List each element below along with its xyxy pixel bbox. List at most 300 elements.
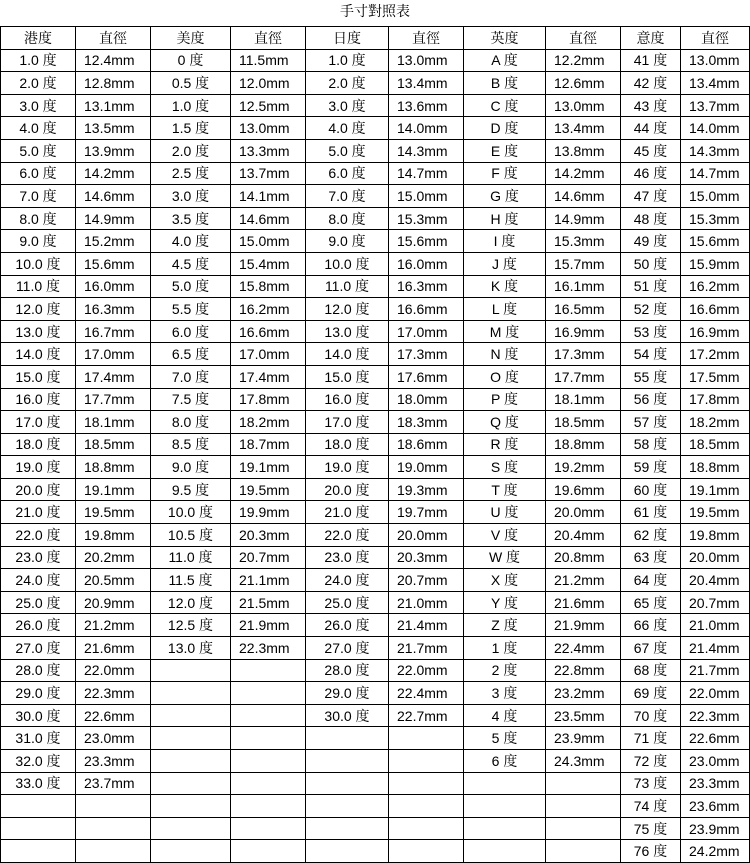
header-hk-size: 港度 xyxy=(1,27,76,50)
it-size-cell: 63 度 xyxy=(621,546,681,569)
hk-size-cell: 20.0 度 xyxy=(1,478,76,501)
table-row xyxy=(1,275,750,298)
hk-diameter-cell: 12.4mm xyxy=(76,49,151,72)
us-size-cell: 3.5 度 xyxy=(151,207,231,230)
uk-size-cell: O 度 xyxy=(464,365,546,388)
it-size-cell: 43 度 xyxy=(621,94,681,117)
table-row xyxy=(1,817,750,840)
uk-diameter-cell: 19.6mm xyxy=(546,478,621,501)
uk-diameter-cell: 16.9mm xyxy=(546,320,621,343)
jp-size-cell: 17.0 度 xyxy=(306,411,389,434)
hk-diameter-cell: 13.5mm xyxy=(76,117,151,140)
table-row xyxy=(1,162,750,185)
us-diameter-cell: 13.0mm xyxy=(231,117,306,140)
uk-size-cell: W 度 xyxy=(464,546,546,569)
us-diameter-cell xyxy=(231,772,306,795)
jp-diameter-cell xyxy=(389,750,464,773)
jp-size-cell: 19.0 度 xyxy=(306,456,389,479)
hk-diameter-cell: 23.3mm xyxy=(76,750,151,773)
hk-diameter-cell: 18.5mm xyxy=(76,433,151,456)
uk-size-cell: F 度 xyxy=(464,162,546,185)
jp-size-cell: 16.0 度 xyxy=(306,388,389,411)
hk-size-cell: 16.0 度 xyxy=(1,388,76,411)
jp-size-cell xyxy=(306,727,389,750)
table-row xyxy=(1,591,750,614)
uk-diameter-cell xyxy=(546,772,621,795)
us-size-cell: 6.0 度 xyxy=(151,320,231,343)
it-diameter-cell: 14.0mm xyxy=(681,117,750,140)
table-row xyxy=(1,682,750,705)
header-jp-diameter: 直徑 xyxy=(389,27,464,50)
us-diameter-cell: 17.4mm xyxy=(231,365,306,388)
it-diameter-cell: 21.4mm xyxy=(681,637,750,660)
jp-diameter-cell: 16.0mm xyxy=(389,252,464,275)
us-diameter-cell: 12.0mm xyxy=(231,72,306,95)
jp-size-cell: 26.0 度 xyxy=(306,614,389,637)
it-size-cell: 46 度 xyxy=(621,162,681,185)
us-diameter-cell xyxy=(231,727,306,750)
jp-diameter-cell xyxy=(389,795,464,818)
it-diameter-cell: 17.5mm xyxy=(681,365,750,388)
jp-size-cell: 23.0 度 xyxy=(306,546,389,569)
us-diameter-cell: 15.4mm xyxy=(231,252,306,275)
us-diameter-cell: 15.8mm xyxy=(231,275,306,298)
us-diameter-cell: 21.5mm xyxy=(231,591,306,614)
uk-size-cell: N 度 xyxy=(464,343,546,366)
us-size-cell: 2.0 度 xyxy=(151,139,231,162)
uk-size-cell: G 度 xyxy=(464,185,546,208)
table-row xyxy=(1,750,750,773)
uk-size-cell: R 度 xyxy=(464,433,546,456)
jp-size-cell: 9.0 度 xyxy=(306,230,389,253)
uk-diameter-cell: 21.9mm xyxy=(546,614,621,637)
it-diameter-cell: 18.8mm xyxy=(681,456,750,479)
jp-size-cell: 11.0 度 xyxy=(306,275,389,298)
it-size-cell: 41 度 xyxy=(621,49,681,72)
table-row xyxy=(1,252,750,275)
hk-diameter-cell: 22.6mm xyxy=(76,704,151,727)
hk-diameter-cell: 21.6mm xyxy=(76,637,151,660)
hk-size-cell: 19.0 度 xyxy=(1,456,76,479)
uk-diameter-cell: 17.3mm xyxy=(546,343,621,366)
table-row xyxy=(1,501,750,524)
hk-size-cell xyxy=(1,840,76,863)
hk-size-cell xyxy=(1,817,76,840)
it-size-cell: 64 度 xyxy=(621,569,681,592)
us-diameter-cell: 19.9mm xyxy=(231,501,306,524)
hk-size-cell: 24.0 度 xyxy=(1,569,76,592)
hk-diameter-cell: 22.0mm xyxy=(76,659,151,682)
it-diameter-cell: 23.9mm xyxy=(681,817,750,840)
jp-diameter-cell: 22.0mm xyxy=(389,659,464,682)
jp-diameter-cell: 15.6mm xyxy=(389,230,464,253)
hk-size-cell: 13.0 度 xyxy=(1,320,76,343)
header-row xyxy=(1,27,750,50)
hk-diameter-cell: 19.8mm xyxy=(76,524,151,547)
uk-size-cell: V 度 xyxy=(464,524,546,547)
uk-diameter-cell: 12.6mm xyxy=(546,72,621,95)
uk-size-cell: Y 度 xyxy=(464,591,546,614)
jp-size-cell: 15.0 度 xyxy=(306,365,389,388)
us-size-cell: 0 度 xyxy=(151,49,231,72)
it-diameter-cell: 13.4mm xyxy=(681,72,750,95)
uk-size-cell: E 度 xyxy=(464,139,546,162)
header-jp-size: 日度 xyxy=(306,27,389,50)
hk-diameter-cell: 20.5mm xyxy=(76,569,151,592)
it-diameter-cell: 23.0mm xyxy=(681,750,750,773)
jp-size-cell: 1.0 度 xyxy=(306,49,389,72)
hk-size-cell: 4.0 度 xyxy=(1,117,76,140)
jp-diameter-cell: 13.4mm xyxy=(389,72,464,95)
it-diameter-cell: 18.2mm xyxy=(681,411,750,434)
it-size-cell: 72 度 xyxy=(621,750,681,773)
header-uk-size: 英度 xyxy=(464,27,546,50)
hk-diameter-cell: 14.9mm xyxy=(76,207,151,230)
it-diameter-cell: 24.2mm xyxy=(681,840,750,863)
us-size-cell: 0.5 度 xyxy=(151,72,231,95)
uk-diameter-cell: 22.8mm xyxy=(546,659,621,682)
hk-size-cell: 32.0 度 xyxy=(1,750,76,773)
jp-size-cell: 12.0 度 xyxy=(306,298,389,321)
hk-diameter-cell: 20.2mm xyxy=(76,546,151,569)
us-size-cell: 2.5 度 xyxy=(151,162,231,185)
hk-diameter-cell: 23.0mm xyxy=(76,727,151,750)
us-diameter-cell: 18.7mm xyxy=(231,433,306,456)
jp-size-cell xyxy=(306,750,389,773)
it-diameter-cell: 20.4mm xyxy=(681,569,750,592)
jp-size-cell: 18.0 度 xyxy=(306,433,389,456)
table-row xyxy=(1,433,750,456)
uk-diameter-cell: 23.2mm xyxy=(546,682,621,705)
hk-diameter-cell: 18.8mm xyxy=(76,456,151,479)
us-size-cell: 1.5 度 xyxy=(151,117,231,140)
jp-diameter-cell: 14.3mm xyxy=(389,139,464,162)
it-size-cell: 70 度 xyxy=(621,704,681,727)
us-diameter-cell: 16.2mm xyxy=(231,298,306,321)
uk-size-cell: L 度 xyxy=(464,298,546,321)
jp-diameter-cell: 20.3mm xyxy=(389,546,464,569)
us-diameter-cell xyxy=(231,817,306,840)
us-size-cell xyxy=(151,682,231,705)
jp-size-cell: 20.0 度 xyxy=(306,478,389,501)
us-size-cell xyxy=(151,659,231,682)
uk-diameter-cell: 14.2mm xyxy=(546,162,621,185)
jp-diameter-cell: 21.4mm xyxy=(389,614,464,637)
jp-size-cell: 7.0 度 xyxy=(306,185,389,208)
jp-diameter-cell: 17.3mm xyxy=(389,343,464,366)
us-diameter-cell: 15.0mm xyxy=(231,230,306,253)
hk-size-cell: 25.0 度 xyxy=(1,591,76,614)
uk-size-cell: S 度 xyxy=(464,456,546,479)
jp-diameter-cell xyxy=(389,772,464,795)
jp-size-cell: 29.0 度 xyxy=(306,682,389,705)
jp-diameter-cell: 13.0mm xyxy=(389,49,464,72)
hk-diameter-cell: 13.1mm xyxy=(76,94,151,117)
table-row xyxy=(1,49,750,72)
uk-size-cell: K 度 xyxy=(464,275,546,298)
table-row xyxy=(1,840,750,863)
table-row xyxy=(1,72,750,95)
table-row xyxy=(1,659,750,682)
it-diameter-cell: 19.1mm xyxy=(681,478,750,501)
uk-diameter-cell: 17.7mm xyxy=(546,365,621,388)
uk-size-cell xyxy=(464,840,546,863)
it-diameter-cell: 19.5mm xyxy=(681,501,750,524)
hk-size-cell: 30.0 度 xyxy=(1,704,76,727)
hk-diameter-cell: 20.9mm xyxy=(76,591,151,614)
hk-diameter-cell: 21.2mm xyxy=(76,614,151,637)
us-size-cell xyxy=(151,840,231,863)
hk-diameter-cell: 15.6mm xyxy=(76,252,151,275)
header-it-diameter: 直徑 xyxy=(681,27,750,50)
hk-diameter-cell: 16.3mm xyxy=(76,298,151,321)
uk-diameter-cell: 19.2mm xyxy=(546,456,621,479)
jp-diameter-cell xyxy=(389,817,464,840)
it-size-cell: 50 度 xyxy=(621,252,681,275)
jp-diameter-cell: 16.6mm xyxy=(389,298,464,321)
hk-size-cell: 2.0 度 xyxy=(1,72,76,95)
it-diameter-cell: 17.8mm xyxy=(681,388,750,411)
uk-size-cell: 3 度 xyxy=(464,682,546,705)
us-size-cell: 12.5 度 xyxy=(151,614,231,637)
hk-diameter-cell: 22.3mm xyxy=(76,682,151,705)
jp-diameter-cell: 19.0mm xyxy=(389,456,464,479)
uk-size-cell: D 度 xyxy=(464,117,546,140)
table-row xyxy=(1,411,750,434)
it-diameter-cell: 16.6mm xyxy=(681,298,750,321)
jp-size-cell: 24.0 度 xyxy=(306,569,389,592)
jp-size-cell: 21.0 度 xyxy=(306,501,389,524)
hk-size-cell: 7.0 度 xyxy=(1,185,76,208)
it-diameter-cell: 17.2mm xyxy=(681,343,750,366)
it-diameter-cell: 16.9mm xyxy=(681,320,750,343)
us-diameter-cell: 17.0mm xyxy=(231,343,306,366)
hk-size-cell: 15.0 度 xyxy=(1,365,76,388)
it-diameter-cell: 18.5mm xyxy=(681,433,750,456)
us-diameter-cell: 11.5mm xyxy=(231,49,306,72)
uk-size-cell: 6 度 xyxy=(464,750,546,773)
it-size-cell: 57 度 xyxy=(621,411,681,434)
uk-size-cell: A 度 xyxy=(464,49,546,72)
uk-size-cell xyxy=(464,772,546,795)
hk-diameter-cell: 23.7mm xyxy=(76,772,151,795)
jp-diameter-cell: 19.3mm xyxy=(389,478,464,501)
us-size-cell: 11.5 度 xyxy=(151,569,231,592)
jp-diameter-cell: 18.6mm xyxy=(389,433,464,456)
us-size-cell: 1.0 度 xyxy=(151,94,231,117)
jp-diameter-cell xyxy=(389,840,464,863)
us-diameter-cell xyxy=(231,795,306,818)
ring-size-table xyxy=(0,26,750,863)
jp-diameter-cell: 16.3mm xyxy=(389,275,464,298)
uk-size-cell: Z 度 xyxy=(464,614,546,637)
us-size-cell: 5.0 度 xyxy=(151,275,231,298)
hk-diameter-cell: 14.2mm xyxy=(76,162,151,185)
it-size-cell: 62 度 xyxy=(621,524,681,547)
us-diameter-cell: 20.7mm xyxy=(231,546,306,569)
uk-size-cell: P 度 xyxy=(464,388,546,411)
uk-diameter-cell: 12.2mm xyxy=(546,49,621,72)
us-diameter-cell: 12.5mm xyxy=(231,94,306,117)
us-size-cell: 9.0 度 xyxy=(151,456,231,479)
hk-size-cell: 5.0 度 xyxy=(1,139,76,162)
it-size-cell: 58 度 xyxy=(621,433,681,456)
hk-size-cell: 21.0 度 xyxy=(1,501,76,524)
us-size-cell: 6.5 度 xyxy=(151,343,231,366)
jp-diameter-cell: 17.0mm xyxy=(389,320,464,343)
header-us-diameter: 直徑 xyxy=(231,27,306,50)
jp-size-cell: 10.0 度 xyxy=(306,252,389,275)
hk-size-cell: 33.0 度 xyxy=(1,772,76,795)
it-size-cell: 76 度 xyxy=(621,840,681,863)
us-size-cell xyxy=(151,795,231,818)
us-size-cell: 4.0 度 xyxy=(151,230,231,253)
uk-diameter-cell: 13.0mm xyxy=(546,94,621,117)
hk-diameter-cell xyxy=(76,795,151,818)
us-diameter-cell xyxy=(231,750,306,773)
us-size-cell: 10.5 度 xyxy=(151,524,231,547)
jp-size-cell: 22.0 度 xyxy=(306,524,389,547)
hk-size-cell: 14.0 度 xyxy=(1,343,76,366)
uk-diameter-cell: 18.8mm xyxy=(546,433,621,456)
jp-size-cell: 8.0 度 xyxy=(306,207,389,230)
it-size-cell: 49 度 xyxy=(621,230,681,253)
it-diameter-cell: 14.7mm xyxy=(681,162,750,185)
hk-size-cell: 23.0 度 xyxy=(1,546,76,569)
it-size-cell: 45 度 xyxy=(621,139,681,162)
uk-diameter-cell: 14.6mm xyxy=(546,185,621,208)
table-row xyxy=(1,456,750,479)
uk-diameter-cell: 21.2mm xyxy=(546,569,621,592)
hk-diameter-cell: 14.6mm xyxy=(76,185,151,208)
us-diameter-cell: 16.6mm xyxy=(231,320,306,343)
jp-size-cell xyxy=(306,795,389,818)
it-diameter-cell: 15.6mm xyxy=(681,230,750,253)
jp-size-cell: 25.0 度 xyxy=(306,591,389,614)
us-diameter-cell: 13.3mm xyxy=(231,139,306,162)
uk-diameter-cell: 15.3mm xyxy=(546,230,621,253)
us-size-cell: 8.0 度 xyxy=(151,411,231,434)
uk-size-cell: I 度 xyxy=(464,230,546,253)
uk-diameter-cell: 15.7mm xyxy=(546,252,621,275)
it-size-cell: 61 度 xyxy=(621,501,681,524)
jp-diameter-cell: 22.7mm xyxy=(389,704,464,727)
us-size-cell: 7.0 度 xyxy=(151,365,231,388)
us-diameter-cell xyxy=(231,682,306,705)
jp-size-cell: 2.0 度 xyxy=(306,72,389,95)
it-diameter-cell: 15.9mm xyxy=(681,252,750,275)
us-diameter-cell: 18.2mm xyxy=(231,411,306,434)
hk-diameter-cell xyxy=(76,840,151,863)
table-row xyxy=(1,388,750,411)
uk-size-cell: M 度 xyxy=(464,320,546,343)
hk-diameter-cell: 15.2mm xyxy=(76,230,151,253)
it-size-cell: 65 度 xyxy=(621,591,681,614)
uk-diameter-cell: 13.8mm xyxy=(546,139,621,162)
it-size-cell: 71 度 xyxy=(621,727,681,750)
us-diameter-cell: 21.9mm xyxy=(231,614,306,637)
hk-size-cell: 17.0 度 xyxy=(1,411,76,434)
header-us-size: 美度 xyxy=(151,27,231,50)
it-diameter-cell: 16.2mm xyxy=(681,275,750,298)
table-row xyxy=(1,569,750,592)
it-diameter-cell: 21.0mm xyxy=(681,614,750,637)
it-size-cell: 42 度 xyxy=(621,72,681,95)
uk-size-cell xyxy=(464,795,546,818)
it-size-cell: 67 度 xyxy=(621,637,681,660)
hk-diameter-cell: 18.1mm xyxy=(76,411,151,434)
us-size-cell: 7.5 度 xyxy=(151,388,231,411)
it-size-cell: 69 度 xyxy=(621,682,681,705)
us-size-cell: 3.0 度 xyxy=(151,185,231,208)
jp-diameter-cell: 14.7mm xyxy=(389,162,464,185)
it-diameter-cell: 15.3mm xyxy=(681,207,750,230)
it-size-cell: 52 度 xyxy=(621,298,681,321)
uk-diameter-cell: 14.9mm xyxy=(546,207,621,230)
table-row xyxy=(1,139,750,162)
header-it-size: 意度 xyxy=(621,27,681,50)
us-diameter-cell: 14.1mm xyxy=(231,185,306,208)
jp-diameter-cell: 21.7mm xyxy=(389,637,464,660)
it-diameter-cell: 20.7mm xyxy=(681,591,750,614)
it-size-cell: 47 度 xyxy=(621,185,681,208)
hk-size-cell: 1.0 度 xyxy=(1,49,76,72)
jp-diameter-cell: 20.0mm xyxy=(389,524,464,547)
us-diameter-cell: 19.1mm xyxy=(231,456,306,479)
it-size-cell: 44 度 xyxy=(621,117,681,140)
us-diameter-cell: 13.7mm xyxy=(231,162,306,185)
table-body xyxy=(1,49,750,862)
it-size-cell: 68 度 xyxy=(621,659,681,682)
uk-diameter-cell: 18.1mm xyxy=(546,388,621,411)
uk-size-cell: B 度 xyxy=(464,72,546,95)
table-row xyxy=(1,185,750,208)
hk-diameter-cell: 17.4mm xyxy=(76,365,151,388)
uk-diameter-cell: 22.4mm xyxy=(546,637,621,660)
table-row xyxy=(1,704,750,727)
it-size-cell: 74 度 xyxy=(621,795,681,818)
hk-diameter-cell: 17.7mm xyxy=(76,388,151,411)
hk-diameter-cell: 17.0mm xyxy=(76,343,151,366)
uk-diameter-cell: 20.4mm xyxy=(546,524,621,547)
table-row xyxy=(1,117,750,140)
uk-diameter-cell: 24.3mm xyxy=(546,750,621,773)
uk-size-cell: T 度 xyxy=(464,478,546,501)
hk-diameter-cell: 19.5mm xyxy=(76,501,151,524)
hk-size-cell: 12.0 度 xyxy=(1,298,76,321)
it-diameter-cell: 14.3mm xyxy=(681,139,750,162)
table-row xyxy=(1,727,750,750)
jp-diameter-cell: 18.0mm xyxy=(389,388,464,411)
hk-diameter-cell xyxy=(76,817,151,840)
us-size-cell: 9.5 度 xyxy=(151,478,231,501)
uk-size-cell: Q 度 xyxy=(464,411,546,434)
it-diameter-cell: 13.7mm xyxy=(681,94,750,117)
hk-diameter-cell: 16.0mm xyxy=(76,275,151,298)
it-diameter-cell: 19.8mm xyxy=(681,524,750,547)
us-diameter-cell xyxy=(231,840,306,863)
uk-size-cell: C 度 xyxy=(464,94,546,117)
jp-diameter-cell: 15.0mm xyxy=(389,185,464,208)
uk-size-cell: J 度 xyxy=(464,252,546,275)
uk-size-cell: 2 度 xyxy=(464,659,546,682)
uk-diameter-cell: 18.5mm xyxy=(546,411,621,434)
jp-size-cell: 6.0 度 xyxy=(306,162,389,185)
us-diameter-cell: 17.8mm xyxy=(231,388,306,411)
us-diameter-cell: 22.3mm xyxy=(231,637,306,660)
hk-diameter-cell: 13.9mm xyxy=(76,139,151,162)
hk-size-cell: 3.0 度 xyxy=(1,94,76,117)
